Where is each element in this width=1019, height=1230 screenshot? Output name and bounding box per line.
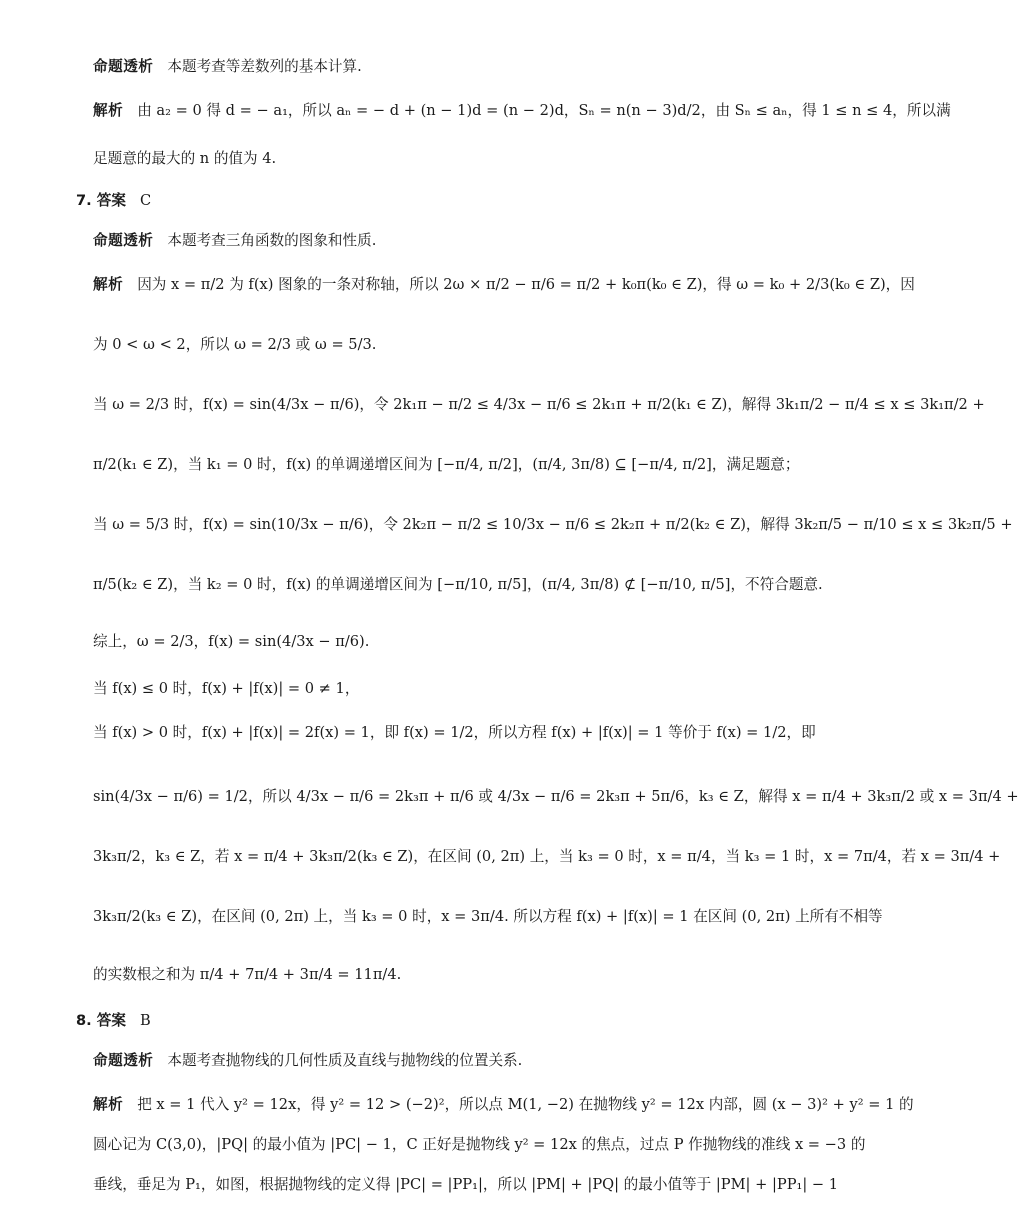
line-text: π/2(k₁ ∈ Z)，当 k₁ = 0 时，f(x) 的单调递增区间为 [−π/4, π/2]，(π/4, 3π/8) ⊆ [−π/4, π/2]，满足题意；	[93, 456, 800, 473]
line-text: 因为 x = π/2 为 f(x) 图象的一条对称轴，所以 2ω × π/2 − π/6 = π/2 + k₀π(k₀ ∈ Z)，得 ω = k₀ + 2/3(k₀ ∈ Z)，因	[137, 276, 915, 293]
answer-value: C	[139, 192, 152, 209]
section-label: 命题透析	[93, 58, 154, 75]
text-line	[93, 787, 1019, 807]
answer-value: B	[139, 1012, 151, 1029]
line-text: 3k₃π/2，k₃ ∈ Z，若 x = π/4 + 3k₃π/2(k₃ ∈ Z)，在区间 (0, 2π) 上，当 k₃ = 0 时，x = π/4，当 k₃ = 1 时，x = 7π/4，若 x = 3π/4 +	[93, 848, 1001, 865]
text-line	[93, 847, 1001, 867]
line-text: 本题考查等差数列的基本计算.	[167, 58, 362, 75]
text-line	[93, 149, 872, 169]
section-label: 解析	[93, 276, 124, 293]
answer-line	[76, 191, 872, 211]
text-line	[93, 679, 872, 699]
line-text: 当 ω = 5/3 时，f(x) = sin(10/3x − π/6)，令 2k₂π − π/2 ≤ 10/3x − π/6 ≤ 2k₂π + π/2(k₂ ∈ Z)，解得 3k₂π/5 − π/10 ≤ x ≤ 3k₂π/5 +	[93, 516, 1013, 533]
line-text: 为 0 < ω < 2，所以 ω = 2/3 或 ω = 5/3.	[93, 336, 377, 353]
section-label: 解析	[93, 102, 124, 119]
text-line	[93, 575, 872, 595]
line-text: π/5(k₂ ∈ Z)，当 k₂ = 0 时，f(x) 的单调递增区间为 [−π/10, π/5]，(π/4, 3π/8) ⊄ [−π/10, π/5]，不符合题意.	[93, 576, 823, 593]
question-number: 7. 答案	[76, 192, 126, 209]
question-number: 8. 答案	[76, 1012, 126, 1029]
line-text: 当 ω = 2/3 时，f(x) = sin(4/3x − π/6)，令 2k₁π − π/2 ≤ 4/3x − π/6 ≤ 2k₁π + π/2(k₁ ∈ Z)，解得 3k₁π/2 − π/4 ≤ x ≤ 3k₁π/2 +	[93, 396, 985, 413]
text-line	[93, 515, 1013, 535]
line-text: 3k₃π/2(k₃ ∈ Z)，在区间 (0, 2π) 上，当 k₃ = 0 时，x = 3π/4. 所以方程 f(x) + |f(x)| = 1 在区间 (0, 2π) 上所有不相等	[93, 908, 883, 925]
text-line	[93, 1175, 872, 1195]
line-text: 圆心记为 C(3,0)，|PQ| 的最小值为 |PC| − 1，C 正好是抛物线 y² = 12x 的焦点，过点 P 作抛物线的准线 x = −3 的	[93, 1136, 866, 1153]
text-line	[93, 57, 872, 77]
text-line	[93, 907, 883, 927]
text-line	[93, 723, 872, 743]
section-label: 解析	[93, 1096, 124, 1113]
text-line	[93, 101, 951, 121]
line-text: 综上，ω = 2/3，f(x) = sin(4/3x − π/6).	[93, 633, 370, 650]
text-line	[93, 395, 985, 415]
text-line	[93, 275, 915, 295]
text-line	[93, 335, 872, 355]
answer-line	[76, 1011, 872, 1031]
line-text: 由 a₂ = 0 得 d = − a₁，所以 aₙ = − d + (n − 1)d = (n − 2)d，Sₙ = n(n − 3)d/2，由 Sₙ ≤ aₙ，得 1 ≤ n ≤ 4，所以满	[137, 102, 951, 119]
line-text: 垂线，垂足为 P₁，如图，根据抛物线的定义得 |PC| = |PP₁|，所以 |PM| + |PQ| 的最小值等于 |PM| + |PP₁| − 1	[93, 1176, 839, 1193]
line-text: 的实数根之和为 π/4 + 7π/4 + 3π/4 = 11π/4.	[93, 966, 402, 983]
section-label: 命题透析	[93, 232, 154, 249]
text-line	[93, 1051, 872, 1071]
line-text: 把 x = 1 代入 y² = 12x，得 y² = 12 > (−2)²，所以点 M(1, −2) 在抛物线 y² = 12x 内部，圆 (x − 3)² + y² = 1 的	[137, 1096, 914, 1113]
text-line	[93, 965, 872, 985]
text-line	[93, 632, 872, 652]
text-line	[93, 1095, 914, 1115]
line-text: 当 f(x) > 0 时，f(x) + |f(x)| = 2f(x) = 1，即 f(x) = 1/2，所以方程 f(x) + |f(x)| = 1 等价于 f(x) = 1/2，即	[93, 724, 816, 741]
text-line	[93, 455, 872, 475]
text-line	[93, 231, 872, 251]
section-label: 命题透析	[93, 1052, 154, 1069]
text-line	[93, 1135, 872, 1155]
line-text: 本题考查抛物线的几何性质及直线与抛物线的位置关系.	[167, 1052, 523, 1069]
line-text: sin(4/3x − π/6) = 1/2，所以 4/3x − π/6 = 2k₃π + π/6 或 4/3x − π/6 = 2k₃π + 5π/6，k₃ ∈ Z，解得 x = π/4 + 3k₃π/2 或 x = 3π/4 +	[93, 788, 1019, 805]
line-text: 本题考查三角函数的图象和性质.	[167, 232, 377, 249]
line-text: 当 f(x) ≤ 0 时，f(x) + |f(x)| = 0 ≠ 1，	[93, 680, 360, 697]
line-text: 足题意的最大的 n 的值为 4.	[93, 150, 277, 167]
